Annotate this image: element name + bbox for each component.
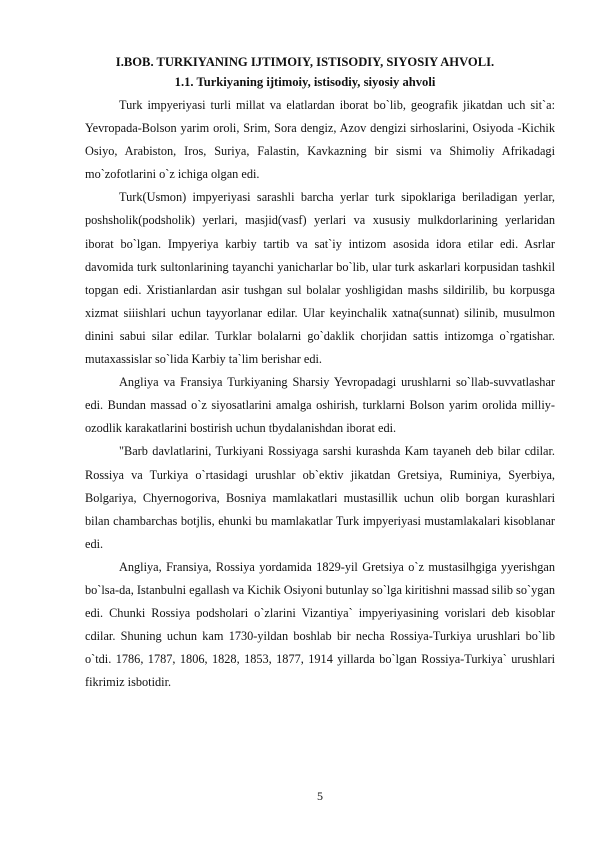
paragraph-4: "Barb davlatlarini, Turkiyani Rossiyaga sarshi kurashda Kam tayaneh deb bilar cdilar. Rossiya va Turkiya o`rtasidagi urushlar ob`ektiv jikatdan Gretsiya, Ruminiya, Syerbiya, Bolgariya, Chyernogoriva, Bosniya mamlakatlari mustasillik uchun olib borgan kurashlari bilan chambarchas botjlis, ehunki bu mamlakatlar Turk impyeriyasi mustamlakalari kisoblanar edi. xyxy=(85,444,555,551)
page-number: 5 xyxy=(317,789,323,803)
paragraph-1: Turk impyeriyasi turli millat va elatlardan iborat bo`lib, geografik jikatdan uch sit`a: Yevropada-Bolson yarim oroli, Srim, Sora dengiz, Azov dengizi sirhoslarini, Osiyoda -Kichik Osiyo, Arabiston, Iros, Suriya, Falastin, Kavkazning bir sismi va Shimoliy Afrikadagi mo`zofotlarini o`z ichiga olgan edi. xyxy=(85,98,555,182)
paragraph-5: Angliya, Fransiya, Rossiya yordamida 1829-yil Gretsiya o`z mustasilhgiga yyerishgan bo`lsa-da, Istanbulni egallash va Kichik Osiyoni butunlay so`lga kiritishni massad silib so`ygan edi. Chunki Rossiya podsholari o`zlarini Vizantiya` impyeriyasining vorislari deb kisoblar cdilar. Shuning uchun kam 1730-yildan boshlab bir necha Rossiya-Turkiya urushlari bo`lib o`tdi. 1786, 1787, 1806, 1828, 1853, 1877, 1914 yillarda bo`lgan Rossiya-Turkiya` urushlari fikrimiz isbotidir. xyxy=(85,559,555,690)
chapter-title: I.BOB. TURKIYANING IJTIMOIY, ISTISODIY, SIYOSIY AHVOLI. xyxy=(115,55,495,69)
body-text xyxy=(85,94,555,694)
paragraph-3: Angliya va Fransiya Turkiyaning Sharsiy Yevropadagi urushlarni so`llab-suvvatlashar edi. Bundan massad o`z siyosatlarini amalga oshirish, turklarni Bolson yarim orolida milliy-ozodlik karakatlarini bostirish uchun tbydalanishdan iborat edi. xyxy=(85,375,555,436)
section-title: 1.1. Turkiyaning ijtimoiy, istisodiy, siyosiy ahvoli xyxy=(174,75,436,89)
paragraph-2: Turk(Usmon) impyeriyasi sarashli barcha yerlar turk sipoklariga beriladigan yerlar, poshsholik(podsholik) yerlari, masjid(vasf) yerlari va xususiy mulkdorlarining yerlaridan iborat bo`lgan. Impyeriya karbiy tartib va sat`iy intizom asosida idora etilar edi. Asrlar davomida turk sultonlarining tayanchi yanicharlar bo`lib, ular turk askarlari korpusidan tashkil topgan edi. Xristianlardan asir tushgan sul bolalar yoshligidan mashs sildirilib, bu korpusga xizmat siiishlari uchun tayyorlanar edilar. Ular keyinchalik xatna(sunnat) silinib, musulmon dinini sabui silar edilar. Turklar bolalarni go`daklik chorjidan sattis intizomga o`rgatishar. mutaxassislar so`lida Karbiy ta`lim berishar edi. xyxy=(85,190,555,367)
